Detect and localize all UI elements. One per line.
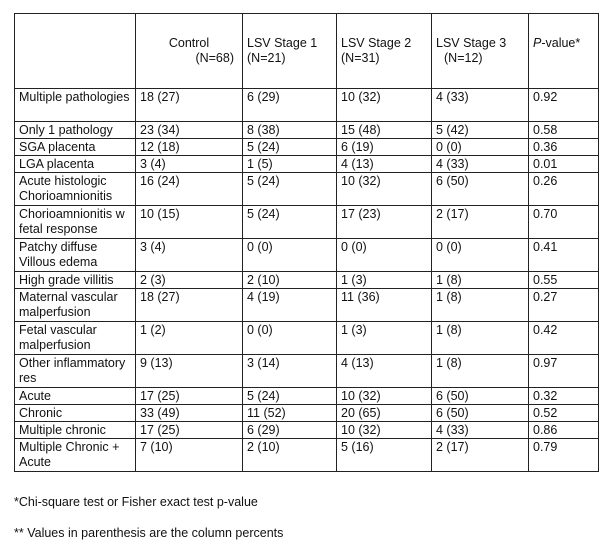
cell-lsv-stage-1: 3 (14) (243, 355, 337, 388)
cell-lsv-stage-3: 1 (8) (432, 272, 529, 289)
cell-p-value: 0.70 (529, 206, 599, 239)
cell-control: 23 (34) (136, 122, 243, 139)
cell-lsv-stage-2: 10 (32) (337, 89, 432, 122)
row-label: Acute histologic Chorioamnionitis (15, 173, 136, 206)
table-row (15, 439, 599, 472)
cell-control: 10 (15) (136, 206, 243, 239)
cell-p-value: 0.01 (529, 156, 599, 173)
header-p-value: P-value* (529, 14, 599, 89)
cell-lsv-stage-1: 0 (0) (243, 322, 337, 355)
header-row (15, 14, 599, 89)
cell-p-value: 0.86 (529, 422, 599, 439)
cell-lsv-stage-2: 10 (32) (337, 173, 432, 206)
row-label: Multiple Chronic + Acute (15, 439, 136, 472)
table-row (15, 405, 599, 422)
cell-lsv-stage-3: 1 (8) (432, 322, 529, 355)
cell-lsv-stage-1: 6 (29) (243, 89, 337, 122)
table-row (15, 322, 599, 355)
table-row (15, 122, 599, 139)
cell-control: 1 (2) (136, 322, 243, 355)
cell-lsv-stage-2: 1 (3) (337, 272, 432, 289)
cell-control: 18 (27) (136, 289, 243, 322)
row-label: Maternal vascular malperfusion (15, 289, 136, 322)
cell-p-value: 0.55 (529, 272, 599, 289)
cell-p-value: 0.42 (529, 322, 599, 355)
header-lsv-stage-3: LSV Stage 3 (N=12) (432, 14, 529, 89)
table-row (15, 156, 599, 173)
cell-lsv-stage-2: 6 (19) (337, 139, 432, 156)
cell-lsv-stage-1: 6 (29) (243, 422, 337, 439)
row-label: LGA placenta (15, 156, 136, 173)
cell-lsv-stage-2: 11 (36) (337, 289, 432, 322)
cell-control: 12 (18) (136, 139, 243, 156)
row-label: Multiple pathologies (15, 89, 136, 122)
cell-lsv-stage-3: 6 (50) (432, 173, 529, 206)
cell-p-value: 0.52 (529, 405, 599, 422)
cell-p-value: 0.58 (529, 122, 599, 139)
header-empty (15, 14, 136, 89)
table-row (15, 388, 599, 405)
table-row (15, 289, 599, 322)
cell-lsv-stage-2: 0 (0) (337, 239, 432, 272)
footnote-parenthesis: ** Values in parenthesis are the column percents (14, 526, 284, 540)
cell-lsv-stage-3: 0 (0) (432, 139, 529, 156)
cell-p-value: 0.79 (529, 439, 599, 472)
table-row (15, 89, 599, 122)
header-lsv-stage-1: LSV Stage 1 (N=21) (243, 14, 337, 89)
cell-control: 18 (27) (136, 89, 243, 122)
cell-p-value: 0.41 (529, 239, 599, 272)
cell-control: 33 (49) (136, 405, 243, 422)
row-label: Chorioamnionitis w fetal response (15, 206, 136, 239)
cell-lsv-stage-1: 0 (0) (243, 239, 337, 272)
cell-lsv-stage-1: 11 (52) (243, 405, 337, 422)
row-label: Chronic (15, 405, 136, 422)
cell-control: 2 (3) (136, 272, 243, 289)
table-row (15, 272, 599, 289)
data-table-container (14, 13, 599, 472)
cell-p-value: 0.97 (529, 355, 599, 388)
cell-lsv-stage-2: 1 (3) (337, 322, 432, 355)
cell-lsv-stage-3: 4 (33) (432, 422, 529, 439)
cell-lsv-stage-1: 2 (10) (243, 439, 337, 472)
table-row (15, 206, 599, 239)
data-table (14, 13, 599, 472)
header-lsv-stage-2: LSV Stage 2 (N=31) (337, 14, 432, 89)
cell-lsv-stage-3: 6 (50) (432, 405, 529, 422)
table-row (15, 355, 599, 388)
cell-p-value: 0.27 (529, 289, 599, 322)
cell-lsv-stage-1: 5 (24) (243, 206, 337, 239)
cell-lsv-stage-2: 17 (23) (337, 206, 432, 239)
cell-lsv-stage-2: 10 (32) (337, 388, 432, 405)
row-label: Acute (15, 388, 136, 405)
cell-lsv-stage-2: 5 (16) (337, 439, 432, 472)
row-label: Multiple chronic (15, 422, 136, 439)
cell-lsv-stage-1: 1 (5) (243, 156, 337, 173)
cell-lsv-stage-3: 4 (33) (432, 156, 529, 173)
table-body (15, 89, 599, 472)
cell-lsv-stage-2: 4 (13) (337, 355, 432, 388)
cell-control: 17 (25) (136, 422, 243, 439)
cell-lsv-stage-1: 5 (24) (243, 139, 337, 156)
cell-lsv-stage-2: 4 (13) (337, 156, 432, 173)
cell-control: 17 (25) (136, 388, 243, 405)
header-control: Control (N=68) (136, 14, 243, 89)
cell-control: 3 (4) (136, 156, 243, 173)
row-label: Only 1 pathology (15, 122, 136, 139)
row-label: High grade villitis (15, 272, 136, 289)
table-row (15, 422, 599, 439)
cell-lsv-stage-2: 20 (65) (337, 405, 432, 422)
row-label: Patchy diffuse Villous edema (15, 239, 136, 272)
cell-lsv-stage-3: 0 (0) (432, 239, 529, 272)
row-label: SGA placenta (15, 139, 136, 156)
cell-control: 7 (10) (136, 439, 243, 472)
cell-lsv-stage-2: 10 (32) (337, 422, 432, 439)
row-label: Other inflammatory res (15, 355, 136, 388)
cell-control: 16 (24) (136, 173, 243, 206)
cell-p-value: 0.32 (529, 388, 599, 405)
cell-lsv-stage-3: 4 (33) (432, 89, 529, 122)
cell-lsv-stage-3: 2 (17) (432, 206, 529, 239)
row-label: Fetal vascular malperfusion (15, 322, 136, 355)
cell-lsv-stage-3: 6 (50) (432, 388, 529, 405)
cell-p-value: 0.92 (529, 89, 599, 122)
cell-lsv-stage-1: 8 (38) (243, 122, 337, 139)
table-row (15, 173, 599, 206)
cell-lsv-stage-2: 15 (48) (337, 122, 432, 139)
cell-lsv-stage-1: 4 (19) (243, 289, 337, 322)
cell-control: 3 (4) (136, 239, 243, 272)
cell-control: 9 (13) (136, 355, 243, 388)
cell-p-value: 0.36 (529, 139, 599, 156)
cell-lsv-stage-3: 2 (17) (432, 439, 529, 472)
cell-lsv-stage-3: 5 (42) (432, 122, 529, 139)
cell-lsv-stage-1: 2 (10) (243, 272, 337, 289)
table-row (15, 139, 599, 156)
cell-lsv-stage-1: 5 (24) (243, 173, 337, 206)
footnote-test: *Chi-square test or Fisher exact test p-value (14, 495, 258, 509)
cell-lsv-stage-1: 5 (24) (243, 388, 337, 405)
table-row (15, 239, 599, 272)
cell-p-value: 0.26 (529, 173, 599, 206)
cell-lsv-stage-3: 1 (8) (432, 289, 529, 322)
cell-lsv-stage-3: 1 (8) (432, 355, 529, 388)
